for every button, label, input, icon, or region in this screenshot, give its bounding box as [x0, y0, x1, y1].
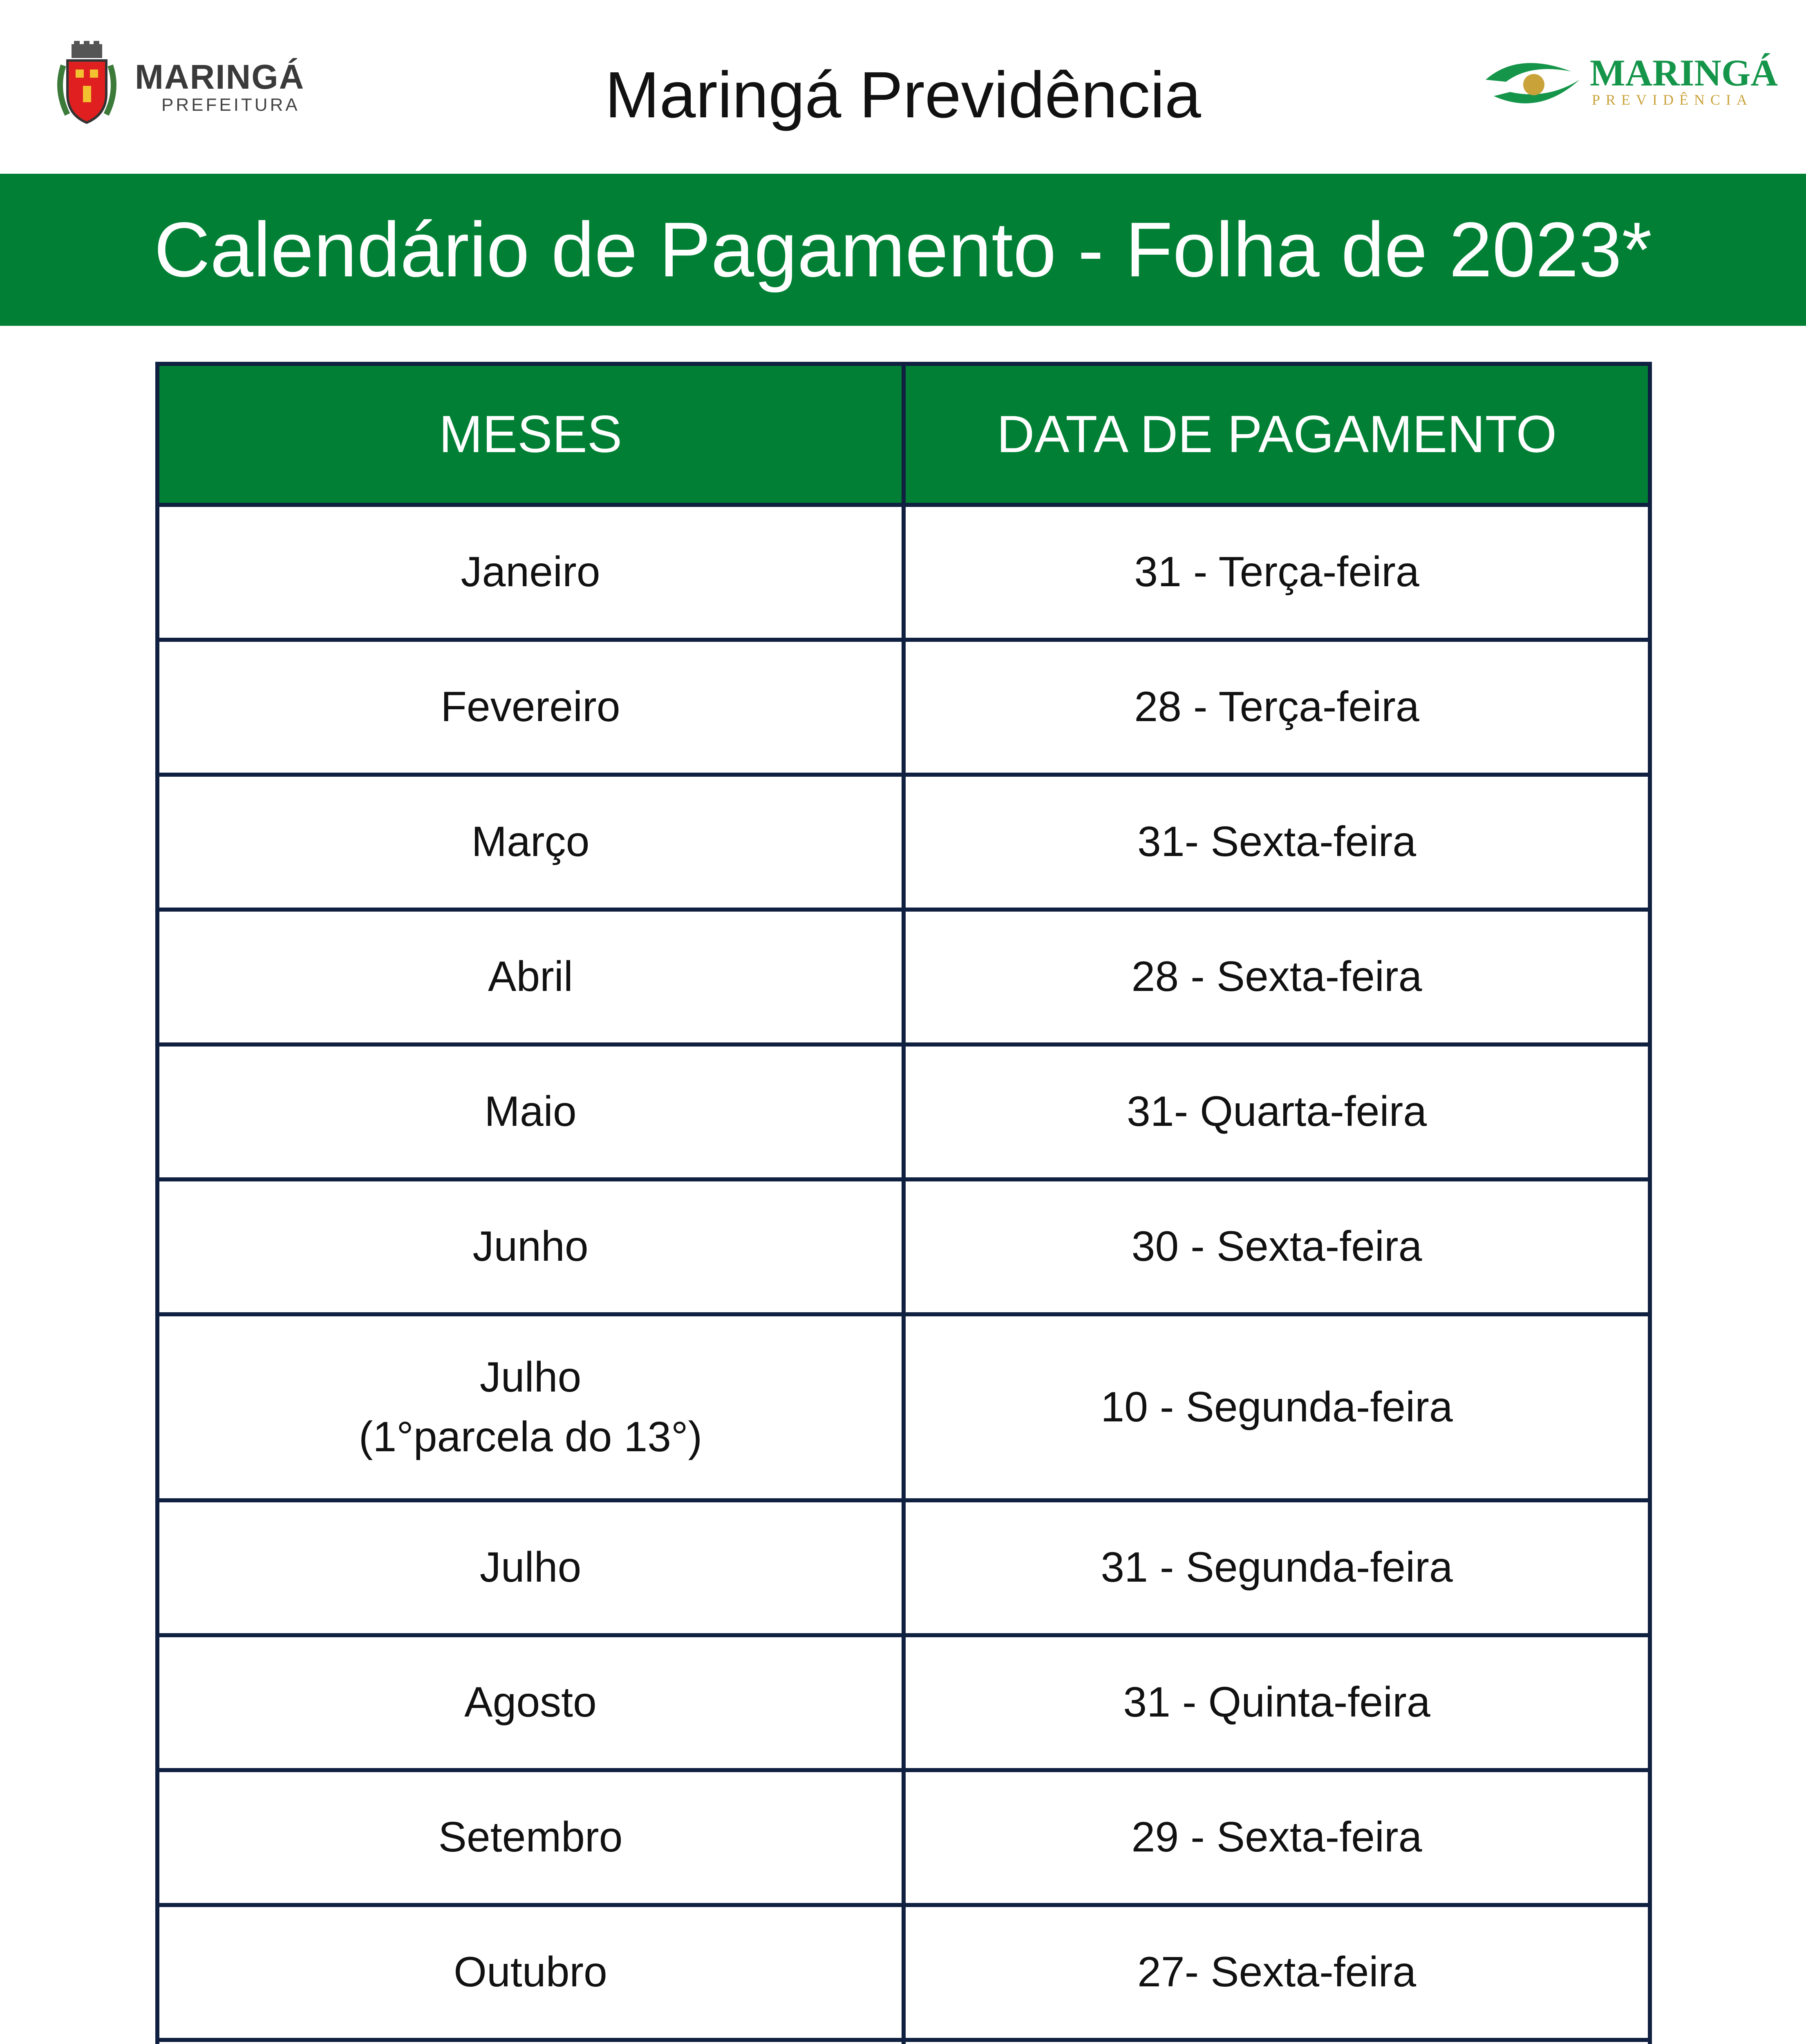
payment-date-cell: 10 - Segunda-feira [904, 1314, 1650, 1500]
month-name: Junho [472, 1223, 589, 1271]
payment-date-cell: 29 - Sexta-feira [904, 1770, 1650, 1905]
installment-note: (1°parcela do 13°) [358, 1413, 703, 1461]
payment-date-cell: 28 - Sexta-feira [904, 910, 1650, 1044]
column-header-payment-date: DATA DE PAGAMENTO [904, 364, 1650, 505]
table-header-row [157, 364, 1650, 505]
month-name: Abril [488, 953, 573, 1001]
table-row [157, 1044, 1650, 1179]
table-row [157, 910, 1650, 1044]
month-cell [157, 1500, 904, 1635]
payment-date-cell: 31- Sexta-feira [904, 775, 1650, 910]
calendar-banner [0, 174, 1806, 326]
previdencia-logo-brand: MARINGÁ [1590, 52, 1778, 94]
month-name: Maio [484, 1088, 577, 1136]
previdencia-logo [1482, 47, 1778, 117]
month-cell [157, 640, 904, 775]
previdencia-logo-subtitle: PREVIDÊNCIA [1592, 92, 1753, 108]
table-row [157, 2040, 1650, 2044]
month-cell [157, 1314, 904, 1500]
page-title: Maringá Previdência [605, 58, 1201, 131]
table-row [157, 1905, 1650, 2040]
month-cell [157, 1905, 904, 2040]
month-cell [157, 2040, 904, 2044]
month-name: Julho [479, 1544, 582, 1591]
payment-date-cell: 30 - Sexta-feira [904, 1179, 1650, 1314]
table-row [157, 640, 1650, 775]
payment-date-cell: 31 - Quinta-feira [904, 1635, 1650, 1770]
month-cell [157, 1635, 904, 1770]
payment-date-cell: 31 - Segunda-feira [904, 1500, 1650, 1635]
prefeitura-logo-brand: MARINGÁ [135, 58, 305, 96]
table-row [157, 505, 1650, 640]
payment-date-cell: 31 - Terça-feira [904, 505, 1650, 640]
table-row [157, 775, 1650, 910]
month-name: Agosto [464, 1679, 597, 1726]
column-header-months: MESES [157, 364, 904, 505]
payment-date-cell [904, 2040, 1650, 2044]
payment-date-cell: 27- Sexta-feira [904, 1905, 1650, 2040]
payment-date-cell: 28 - Terça-feira [904, 640, 1650, 775]
month-cell [157, 1770, 904, 1905]
month-cell [157, 505, 904, 640]
month-cell [157, 775, 904, 910]
month-cell [157, 1044, 904, 1179]
table-row [157, 1770, 1650, 1905]
table-row [157, 1314, 1650, 1500]
page-header [0, 0, 1806, 174]
prefeitura-logo-subtitle: PREFEITURA [161, 95, 300, 115]
table-row [157, 1500, 1650, 1635]
payment-date-cell: 31- Quarta-feira [904, 1044, 1650, 1179]
month-cell [157, 910, 904, 1044]
month-name: Fevereiro [441, 683, 620, 731]
previdencia-swoosh-icon [1482, 47, 1584, 117]
month-name: Outubro [454, 1948, 607, 1996]
month-cell [157, 1179, 904, 1314]
month-name: Janeiro [461, 548, 600, 596]
table-row [157, 1635, 1650, 1770]
table-row [157, 1179, 1650, 1314]
month-name: Março [471, 818, 590, 866]
payment-calendar-table [155, 362, 1652, 2044]
banner-title: Calendário de Pagamento - Folha de 2023* [154, 206, 1652, 293]
month-name: Setembro [438, 1813, 623, 1861]
month-name: Julho [479, 1353, 582, 1401]
